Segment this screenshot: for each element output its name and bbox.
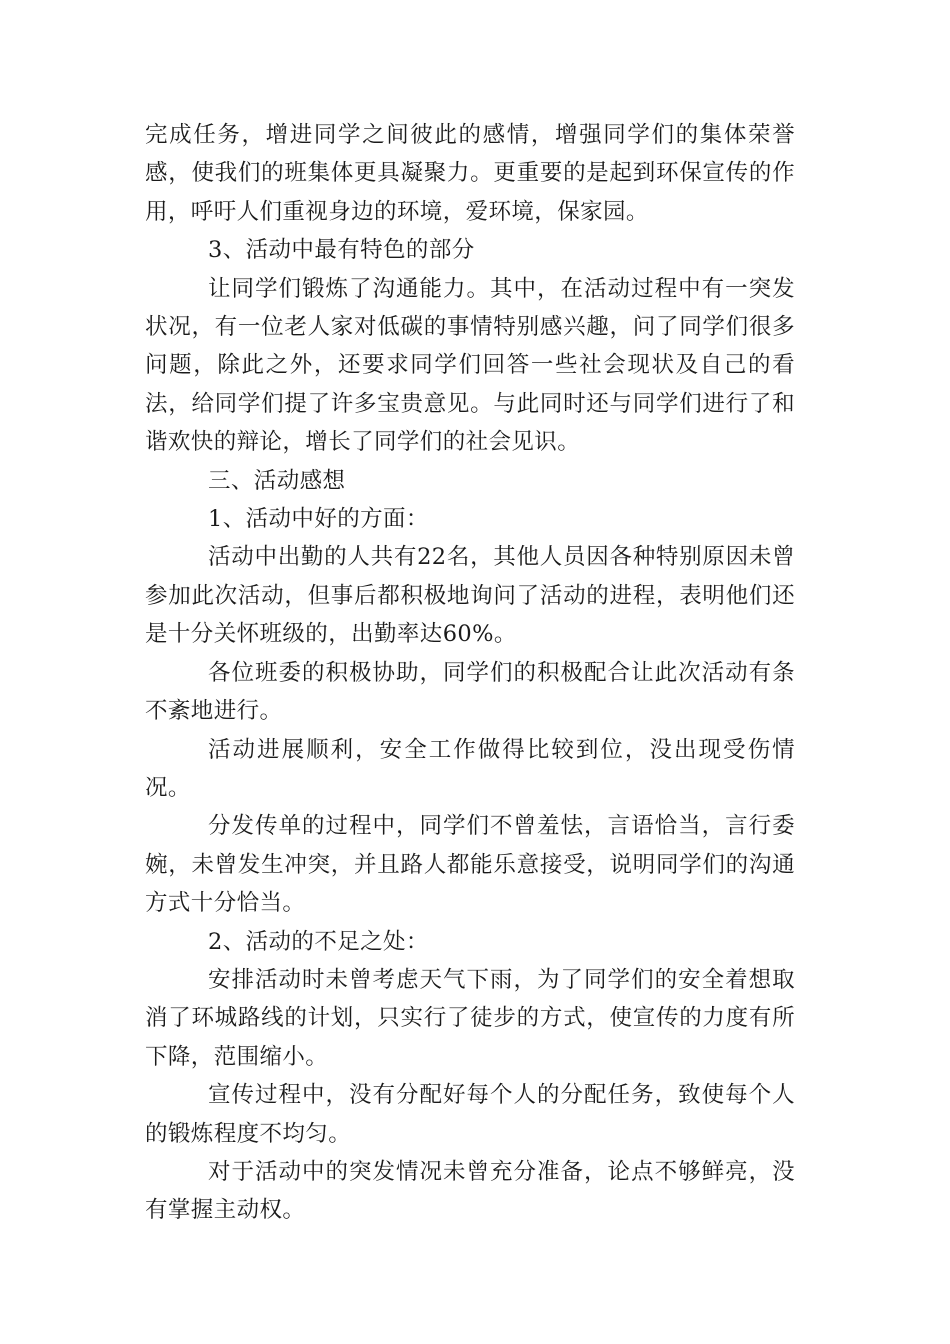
paragraph-flyers: 分发传单的过程中，同学们不曾羞怯，言语恰当，言行委婉，未曾发生冲突，并且路人都能乐意接受，说明同学们的沟通方式十分恰当。	[145, 813, 795, 917]
paragraph-attendance: 活动中出勤的人共有22名，其他人员因各种特别原因未曾参加此次活动，但事后都积极地询问了活动的进程，表明他们还是十分关怀班级的，出勤率达60%。	[145, 544, 795, 648]
subheading-shortcomings: 2、活动的不足之处：	[208, 928, 429, 955]
section-heading-reflections: 三、活动感想	[208, 467, 346, 494]
paragraph-preparation: 对于活动中的突发情况未曾充分准备，论点不够鲜亮，没有掌握主动权。	[145, 1158, 795, 1224]
paragraph-communication: 让同学们锻炼了沟通能力。其中，在活动过程中有一突发状况，有一位老人家对低碳的事情特别感兴趣，问了同学们很多问题，除此之外，还要求同学们回答一些社会现状及自己的看法，给同学们提了许多宝贵意见。与此同时还与同学们进行了和谐欢快的辩论，增长了同学们的社会见识。	[145, 275, 795, 456]
paragraph-continuation: 完成任务，增进同学之间彼此的感情，增强同学们的集体荣誉感，使我们的班集体更具凝聚力。更重要的是起到环保宣传的作用，呼吁人们重视身边的环境，爱环境，保家园。	[145, 122, 795, 225]
subheading-good-aspects: 1、活动中好的方面：	[208, 506, 429, 533]
paragraph-safety: 活动进展顺利，安全工作做得比较到位，没出现受伤情况。	[145, 736, 795, 801]
paragraph-committee: 各位班委的积极协助，同学们的积极配合让此次活动有条不紊地进行。	[145, 659, 795, 725]
paragraph-task-allocation: 宣传过程中，没有分配好每个人的分配任务，致使每个人的锻炼程度不均匀。	[145, 1082, 795, 1147]
paragraph-weather: 安排活动时未曾考虑天气下雨，为了同学们的安全着想取消了环城路线的计划，只实行了徒步的方式，使宣传的力度有所下降，范围缩小。	[145, 966, 795, 1070]
subheading-featured-part: 3、活动中最有特色的部分	[208, 237, 475, 264]
document-body	[145, 116, 795, 1230]
